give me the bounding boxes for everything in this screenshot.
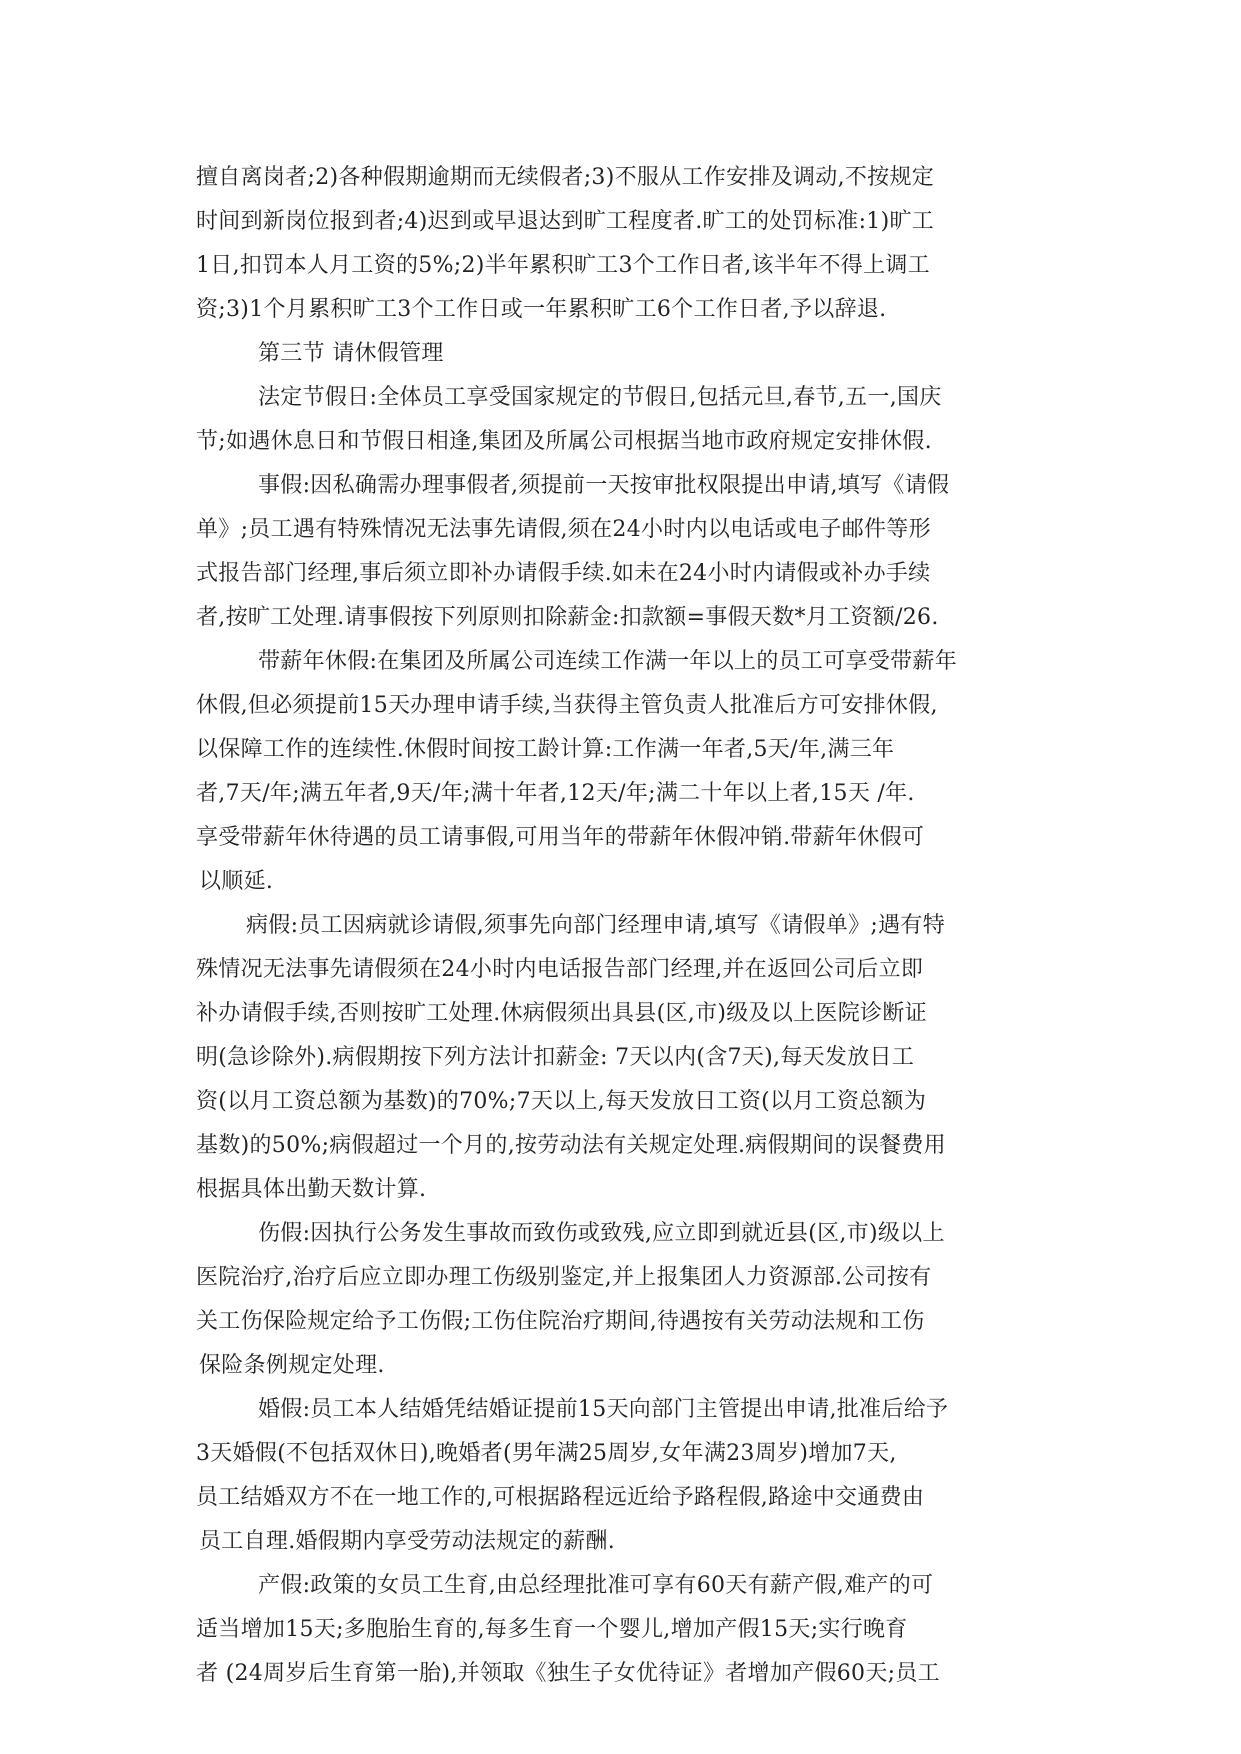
text-line: 资(以月工资总额为基数)的70%;7天以上,每天发放日工资(以月工资总额为 [196,1089,927,1114]
text-line: 关工伤保险规定给予工伤假;工伤住院治疗期间,待遇按有关劳动法规和工伤 [196,1309,925,1334]
text-line: 1日,扣罚本人月工资的5%;2)半年累积旷工3个工作日者,该半年不得上调工 [196,253,930,278]
text-line: 员工自理.婚假期内享受劳动法规定的薪酬. [199,1529,615,1554]
text-line: 3天婚假(不包括双休日),晚婚者(男年满25周岁,女年满23周岁)增加7天, [196,1441,897,1466]
text-line: 明(急诊除外).病假期按下列方法计扣薪金: 7天以内(含7天),每天发放日工 [196,1045,915,1070]
text-line: 医院治疗,治疗后应立即办理工伤级别鉴定,并上报集团人力资源部.公司按有 [196,1265,932,1290]
text-line: 适当增加15天;多胞胎生育的,每多生育一个婴儿,增加产假15天;实行晚育 [196,1617,908,1642]
text-line: 法定节假日:全体员工享受国家规定的节假日,包括元旦,春节,五一,国庆 [258,385,942,410]
text-line: 基数)的50%;病假超过一个月的,按劳动法有关规定处理.病假期间的误餐费用 [196,1133,946,1158]
text-line: 殊情况无法事先请假须在24小时内电话报告部门经理,并在返回公司后立即 [196,957,924,982]
text-line: 者,按旷工处理.请事假按下列原则扣除薪金:扣款额=事假天数*月工资额/26. [196,605,939,630]
text-line: 擅自离岗者;2)各种假期逾期而无续假者;3)不服从工作安排及调动,不按规定 [196,165,935,190]
text-line: 休假,但必须提前15天办理申请手续,当获得主管负责人批准后方可安排休假, [196,693,938,718]
text-line: 根据具体出勤天数计算. [196,1177,427,1202]
text-line: 带薪年休假:在集团及所属公司连续工作满一年以上的员工可享受带薪年 [258,649,958,674]
text-line: 者,7天/年;满五年者,9天/年;满十年者,12天/年;满二十年以上者,15天 /年. [196,781,915,806]
text-line: 补办请假手续,否则按旷工处理.休病假须出具县(区,市)级及以上医院诊断证 [196,1001,927,1026]
text-line: 者 (24周岁后生育第一胎),并领取《独生子女优待证》者增加产假60天;员工 [196,1661,940,1686]
text-line: 节;如遇休息日和节假日相逢,集团及所属公司根据当地市政府规定安排休假. [196,429,932,454]
text-line: 事假:因私确需办理事假者,须提前一天按审批权限提出申请,填写《请假 [258,473,950,498]
text-line: 病假:员工因病就诊请假,须事先向部门经理申请,填写《请假单》;遇有特 [246,913,946,938]
text-line: 单》;员工遇有特殊情况无法事先请假,须在24小时内以电话或电子邮件等形 [196,517,931,542]
text-line: 时间到新岗位报到者;4)迟到或早退达到旷工程度者.旷工的处罚标准:1)旷工 [196,209,935,234]
text-line: 以保障工作的连续性.休假时间按工龄计算:工作满一年者,5天/年,满三年 [196,737,895,762]
text-line: 保险条例规定处理. [199,1353,385,1378]
text-line: 伤假:因执行公务发生事故而致伤或致残,应立即到就近县(区,市)级以上 [258,1221,945,1246]
document-body [196,156,1056,1696]
section-heading: 第三节 请休假管理 [258,341,444,366]
text-line: 享受带薪年休待遇的员工请事假,可用当年的带薪年休假冲销.带薪年休假可 [196,825,925,850]
text-line: 以顺延. [199,869,274,894]
text-line: 式报告部门经理,事后须立即补办请假手续.如未在24小时内请假或补办手续 [196,561,931,586]
text-line: 产假:政策的女员工生育,由总经理批准可享有60天有薪产假,难产的可 [258,1573,934,1598]
text-line: 资;3)1个月累积旷工3个工作日或一年累积旷工6个工作日者,予以辞退. [196,297,887,322]
text-line: 员工结婚双方不在一地工作的,可根据路程远近给予路程假,路途中交通费由 [196,1485,925,1510]
text-line: 婚假:员工本人结婚凭结婚证提前15天向部门主管提出申请,批准后给予 [258,1397,949,1422]
